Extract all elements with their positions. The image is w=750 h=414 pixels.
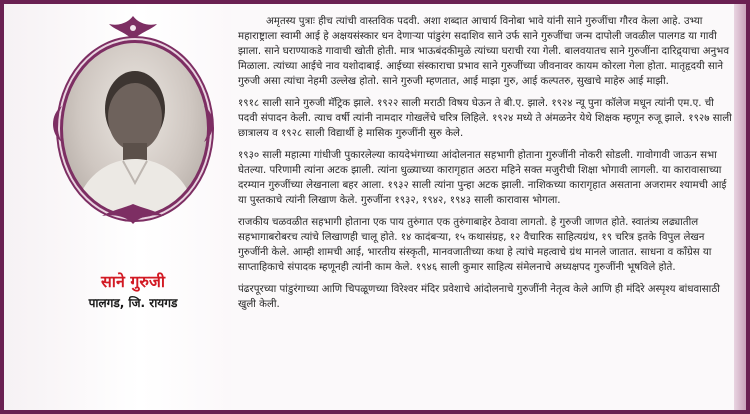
person-place: पालगड, जि. रायगड bbox=[88, 296, 178, 310]
ornament-bottom-icon bbox=[98, 204, 168, 226]
ornament-right-icon bbox=[202, 104, 220, 144]
ornament-left-icon bbox=[46, 104, 64, 144]
paragraph-movement: १९३० साली महात्मा गांधीजी पुकारलेल्या कायदेभंगाच्या आंदोलनात सहभागी होताना गुरुजींनी नोकरी सोडली. गावोगावी जाऊन सभा घेतल्या. परिणामी त्यांना अटक झाली. त्यांना धुळ्याच्या कारागृहात अठरा महिने सक्त मजुरीची शिक्षा भोगावी लागली. या कारावासाच्या दरम्यान गुरुजींच्या लेखनाला बहर आला. १९३२ साली त्यांना पुन्हा अटक झाली. नाशिकच्या कारागृहात असताना अजरामर श्यामची आई या पुस्तकाचे त्यांनी लिखाण केले. गुरुजींना १९३२, १९४२, १९४३ साली कारावास भोगला. bbox=[238, 150, 727, 206]
biography-text bbox=[238, 14, 732, 319]
portrait-photo bbox=[60, 40, 210, 218]
paragraph-writing: राजकीय चळवळीत सहभागी होताना एक पाय तुरुंगात एक तुरुंगाबाहेर ठेवावा लागतो. हे गुरुजी जाणत होते. स्वातंत्र्य लढ्यातील सहभागाबरोबरच त्यांचे लिखाणही चालू होते. १४ कादंबऱ्या, १५ कथासंग्रह, १२ वैचारिक साहित्यग्रंथ, १९ चरित्र इतके विपुल लेखन गुरुजींनी केले. आम्ही शामची आई, भारतीय संस्कृती, मानवजातीच्या कथा हे त्यांचे महत्वाचे ग्रंथ मानले जातात. साधना व कॉंग्रेस या साप्ताहिकाचे संपादक म्हणूनही त्यांनी काम केले. १९४६ साली कुमार साहित्य संमेलनाचे अध्यक्षपद गुरुजींनी भूषविले होते. bbox=[238, 217, 712, 273]
paragraph-intro: अमृतस्य पुत्राः हीच त्यांची वास्तविक पदवी. अशा शब्दात आचार्य विनोबा भावे यांनी साने गुरुजींचा गौरव केला आहे. उभ्या महाराष्ट्राला स्वामी आई हे अक्षयसंस्कार धन देणाऱ्या पांडुरंग सदाशिव साने उर्फ साने गुरुजींचा जन्म दापोली जवळील पालगड या गावी झाला. साने घराण्याकडे गावाची खोती होती. मात्र भाऊबंदकीमुळे त्यांच्या घराची रया गेली. बालवयातच साने गुरुजींना दारिद्र्याचा अनुभव मिळाला. त्यांच्या आईचे नाव यशोदाबाई. आईच्या संस्काराचा प्रभाव साने गुरुजींच्या जीवनावर कायम कोरला गेला होता. मातृहृदयी साने गुरुजी असा त्यांचा नेहमी उल्लेख होतो. साने गुरुजी म्हणतात, आई माझा गुरु, आई कल्पतरु, सुखाचे माहेरु आई माझी. bbox=[238, 16, 729, 87]
portrait-figure-icon bbox=[63, 43, 207, 215]
paragraph-temple-entry: पंढरपूरच्या पांडुरंगाच्या आणि चिपळूणच्या विरेश्वर मंदिर प्रवेशाचे आंदोलनाचे गुरुजींनी नेतृत्व केले आणि ही मंदिरे अस्पृश्य बांधवासाठी खुली केली. bbox=[238, 284, 720, 310]
right-border-strip bbox=[734, 4, 746, 410]
portrait-container bbox=[46, 14, 220, 222]
person-name: साने गुरुजी bbox=[100, 272, 165, 291]
ornament-top-icon bbox=[103, 14, 163, 42]
paragraph-education: १९१८ साली साने गुरुजी मॅट्रिक झाले. १९२२ साली मराठी विषय घेऊन ते बी.ए. झाले. १९२४ न्यू पुना कॉलेज मधून त्यांनी एम.ए. ची पदवी संपादन केली. त्याच वर्षी त्यांनी नामदार गोखलेंचे चरित्र लिहिले. १९२४ मध्ये ते अंमळनेर येथे शिक्षक म्हणून रुजू झाले. १९२७ साली छात्रालय व १९२८ साली विद्यार्थी हे मासिक गुरुजींनी सुरु केले. bbox=[238, 98, 732, 139]
